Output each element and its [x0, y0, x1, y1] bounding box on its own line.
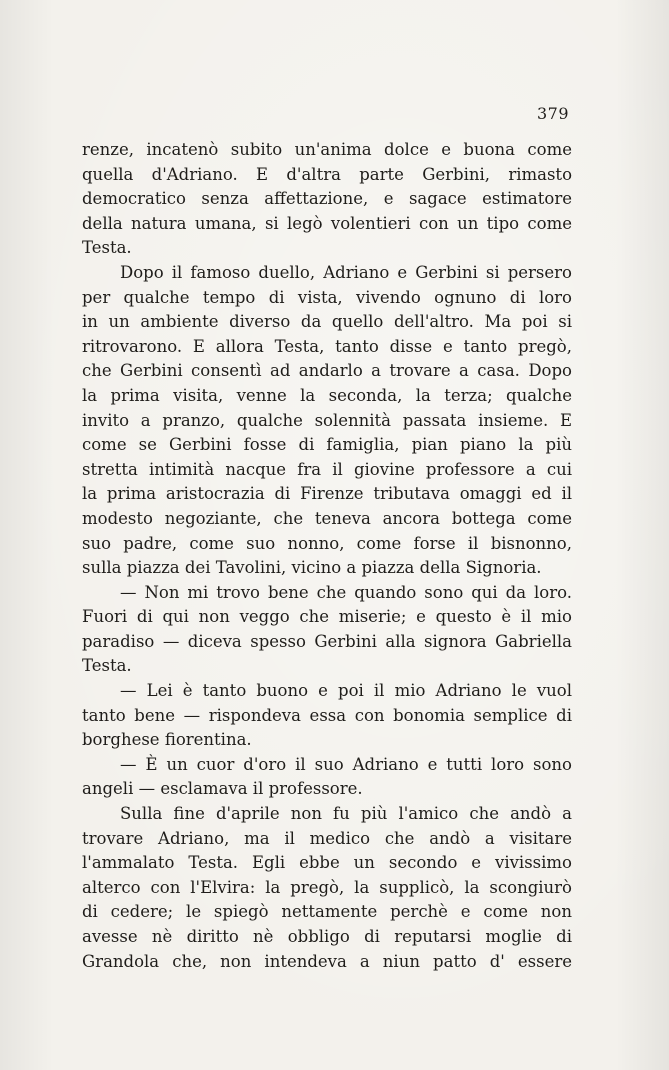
text-line: avesse nè diritto nè obbligo di reputarsi moglie di	[82, 927, 572, 946]
text-line: della natura umana, si legò volentieri con un tipo come	[82, 213, 572, 233]
text-line: Grandola che, non intendeva a niun patto d' essere	[82, 951, 572, 971]
text-line: Testa.	[82, 238, 132, 258]
text-line: sulla piazza dei Tavolini, vicino a piazza della Signoria.	[82, 558, 542, 578]
text-line: l'ammalato Testa. Egli ebbe un secondo e vivissimo	[82, 853, 572, 873]
text-line: ritrovarono. E allora Testa, tanto disse e tanto pregò,	[82, 336, 572, 356]
text-line: — È un cuor d'oro il suo Adriano e tutti loro sono	[120, 754, 572, 774]
body-text	[82, 138, 572, 974]
text-line: — Lei è tanto buono e poi il mio Adriano le vuol	[120, 681, 572, 701]
text-line: angeli — esclamava il professore.	[82, 779, 363, 799]
text-line: come se Gerbini fosse di famiglia, pian piano la più	[82, 435, 572, 455]
text-line: Fuori di qui non veggo che miserie; e questo è il mio	[82, 607, 572, 627]
text-line: paradiso — diceva spesso Gerbini alla signora Gabriella	[82, 631, 572, 651]
text-line: la prima aristocrazia di Firenze tributava omaggi ed il	[82, 484, 572, 504]
text-line: alterco con l'Elvira: la pregò, la supplicò, la scongiurò	[82, 877, 572, 897]
text-line: tanto bene — rispondeva essa con bonomia semplice di	[82, 705, 572, 725]
text-line: di cedere; le spiegò nettamente perchè e come non	[82, 902, 572, 922]
text-line: democratico senza affettazione, e sagace estimatore	[82, 189, 572, 209]
text-line: invito a pranzo, qualche solennità passata insieme. E	[82, 410, 572, 430]
text-line: modesto negoziante, che teneva ancora bottega come	[82, 508, 572, 528]
page-number: 379	[536, 104, 569, 123]
text-line: — Non mi trovo bene che quando sono qui da loro.	[120, 582, 572, 602]
text-line: la prima visita, venne la seconda, la terza; qualche	[82, 385, 572, 405]
text-line: renze, incatenò subito un'anima dolce e buona come	[82, 140, 572, 159]
text-line: in un ambiente diverso da quello dell'altro. Ma poi si	[82, 312, 572, 332]
text-line: per qualche tempo di vista, vivendo ognuno di loro	[82, 287, 572, 307]
text-line: Sulla fine d'aprile non fu più l'amico che andò a	[120, 804, 572, 824]
text-line: Dopo il famoso duello, Adriano e Gerbini si persero	[120, 262, 572, 282]
text-line: che Gerbini consentì ad andarlo a trovare a casa. Dopo	[82, 361, 572, 381]
text-line: suo padre, come suo nonno, come forse il bisnonno,	[82, 533, 572, 553]
text-line: stretta intimità nacque fra il giovine professore a cui	[82, 459, 572, 479]
text-line: quella d'Adriano. E d'altra parte Gerbini, rimasto	[82, 164, 572, 184]
text-line: Testa.	[82, 656, 132, 676]
text-line: trovare Adriano, ma il medico che andò a visitare	[82, 828, 572, 848]
text-line: borghese fiorentina.	[82, 730, 252, 750]
